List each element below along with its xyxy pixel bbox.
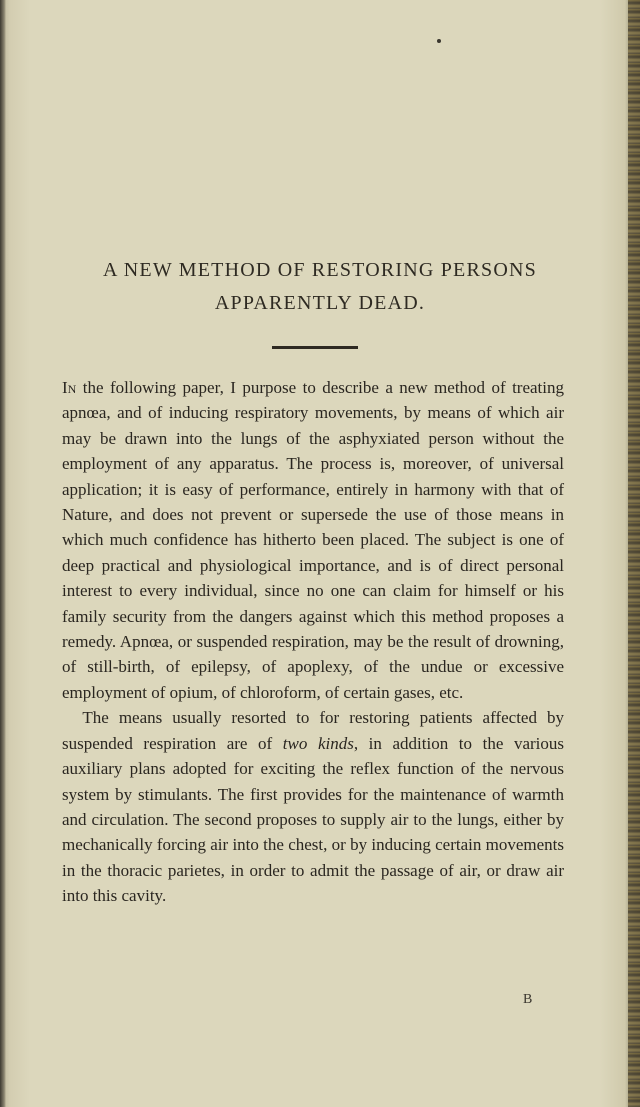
chapter-title-line-2: APPARENTLY DEAD.: [214, 292, 426, 314]
ink-speck: [437, 39, 441, 43]
chapter-title: [40, 254, 600, 320]
paragraph-1-text: the following paper, I purpose to describe a new method of treating apnœa, and of inducing respiratory movements, by means of which air may be drawn into the lungs of the asphyxiated person without the employment of any apparatus. The process is, moreover, of universal application; it is easy of performance, entirely in harmony with that of Nature, and does not prevent or supersede the use of those means in which much confidence has hitherto been placed. The subject is one of deep practical and physiological importance, and is of direct personal interest to every individual, since no one can claim for himself or his family security from the dangers against which this method proposes a remedy. Apnœa, or suspended respiration, may be the result of drowning, of still-birth, of epilepsy, of apoplexy, of the undue or excessive employment of opium, of chloroform, of certain gases, etc.: [62, 378, 564, 702]
chapter-title-line-1: A NEW METHOD OF RESTORING PERSONS: [103, 259, 537, 281]
paragraph-2-text-end: , in addition to the various auxiliary plans adopted for exciting the reflex function of the nervous system by stimulants. The first provides for the maintenance of warmth and circulation. The second proposes to supply air to the lungs, either by mechanically forcing air into the chest, or by inducing certain movements in the thoracic parietes, in order to admit the passage of air, or draw air into this cavity.: [62, 733, 565, 906]
title-divider-rule: [272, 346, 358, 349]
body-text: [62, 375, 564, 909]
page-fore-edge: [628, 0, 640, 1107]
paragraph-2-emphasis: two kinds: [282, 733, 354, 753]
signature-mark: B: [523, 992, 533, 1007]
paragraph-1: [62, 375, 564, 705]
paragraph-2-text-start: The means usually resorted to for restoring patients affected by suspended respiration are of: [62, 708, 564, 753]
paragraph-1-lead: In: [62, 378, 77, 397]
paragraph-2: [62, 705, 564, 908]
page-gutter-edge: [0, 0, 6, 1107]
